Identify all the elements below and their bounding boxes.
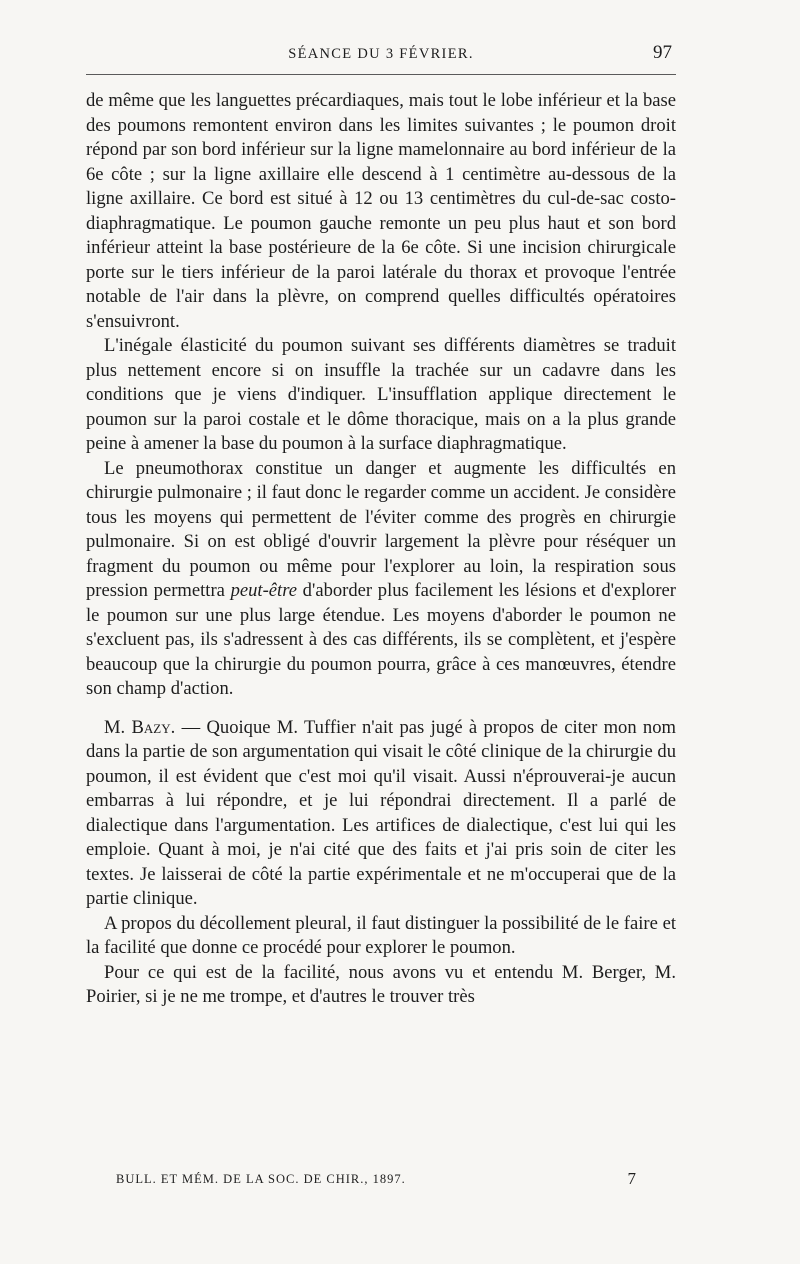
paragraph-4 <box>86 716 676 912</box>
header-rule <box>86 74 676 75</box>
paragraph-3-text-after: d'aborder plus facilement les lésions et d'explorer le poumon sur une plus large étendue. Les moyens d'aborder le poumon ne s'excluent pas, ils s'adressent à des cas différents, ils se complètent, et j'espère beaucoup que la chirurgie du poumon pourra, grâce à ces manœuvres, étendre son champ d'action. <box>86 580 676 699</box>
paragraph-2-text: L'inégale élasticité du poumon suivant ses différents diamètres se traduit plus nettement encore si on insuffle la trachée sur un cadavre dans les conditions que je viens d'indiquer. L'insufflation applique directement le poumon sur la paroi costale et le dôme thoracique, mais on a la plus grande peine à amener la base du poumon à la surface diaphragmatique. <box>86 335 676 454</box>
body-text <box>86 89 676 1010</box>
paragraph-3-italic: peut-être <box>230 580 297 601</box>
footer <box>116 1169 636 1188</box>
page-number: 97 <box>653 42 672 63</box>
paragraph-2 <box>86 334 676 457</box>
speaker-name: M. Bazy. <box>104 716 176 738</box>
footer-text: BULL. ET MÉM. DE LA SOC. DE CHIR., 1897. <box>116 1172 406 1186</box>
signature-mark: 7 <box>627 1169 636 1188</box>
document-page <box>86 40 676 1240</box>
paragraph-1-text: de même que les languettes précardiaques, mais tout le lobe inférieur et la base des poumons remontent environ dans les limites suivantes ; le poumon droit répond par son bord inférieur sur la ligne mamelonnaire au bord inférieur de la 6e côte ; sur la ligne axillaire elle descend à 1 centimètre au-dessous de la ligne axillaire. Ce bord est situé à 12 ou 13 centimètres du cul-de-sac costo-diaphragmatique. Le poumon gauche remonte un peu plus haut et son bord inférieur atteint la base postérieure de la 6e côte. Si une incision chirurgicale porte sur le tiers inférieur de la paroi latérale du thorax et provoque l'entrée notable de l'air dans la plèvre, on comprend quelles difficultés opératoires s'ensuivront. <box>86 90 676 332</box>
paragraph-5 <box>86 912 676 961</box>
paragraph-3-text-before: Le pneumothorax constitue un danger et augmente les difficultés en chirurgie pulmonaire ; il faut donc le regarder comme un accident. Je considère tous les moyens qui permettent de l'éviter comme des progrès en chirurgie pulmonaire. Si on est obligé d'ouvrir largement la plèvre pour réséquer un fragment du poumon ou même pour l'explorer au loin, la respiration sous pression permettra <box>86 457 676 601</box>
paragraph-1 <box>86 89 676 334</box>
paragraph-5-text: A propos du décollement pleural, il faut distinguer la possibilité de le faire et la facilité que donne ce procédé pour explorer le poumon. <box>86 912 676 958</box>
paragraph-6-text: Pour ce qui est de la facilité, nous avons vu et entendu M. Berger, M. Poirier, si je ne me trompe, et d'autres le trouver très <box>86 961 676 1007</box>
paragraph-3 <box>86 457 676 702</box>
running-header <box>86 40 676 72</box>
running-title: SÉANCE DU 3 FÉVRIER. <box>288 46 474 62</box>
paragraph-6 <box>86 961 676 1010</box>
paragraph-4-text: — Quoique M. Tuffier n'ait pas jugé à propos de citer mon nom dans la partie de son argumentation qui visait le côté clinique de la chirurgie du poumon, il est évident que c'est moi qu'il visait. Aussi n'éprouverai-je aucun embarras à lui répondre, et je lui répondrai directement. Il a parlé de dialectique dans l'argumentation. Les artifices de dialectique, c'est lui qui les emploie. Quant à moi, je n'ai cité que des faits et j'ai pris soin de citer les textes. Je laisserai de côté la partie expérimentale et ne m'occuperai que de la partie clinique. <box>86 716 677 909</box>
